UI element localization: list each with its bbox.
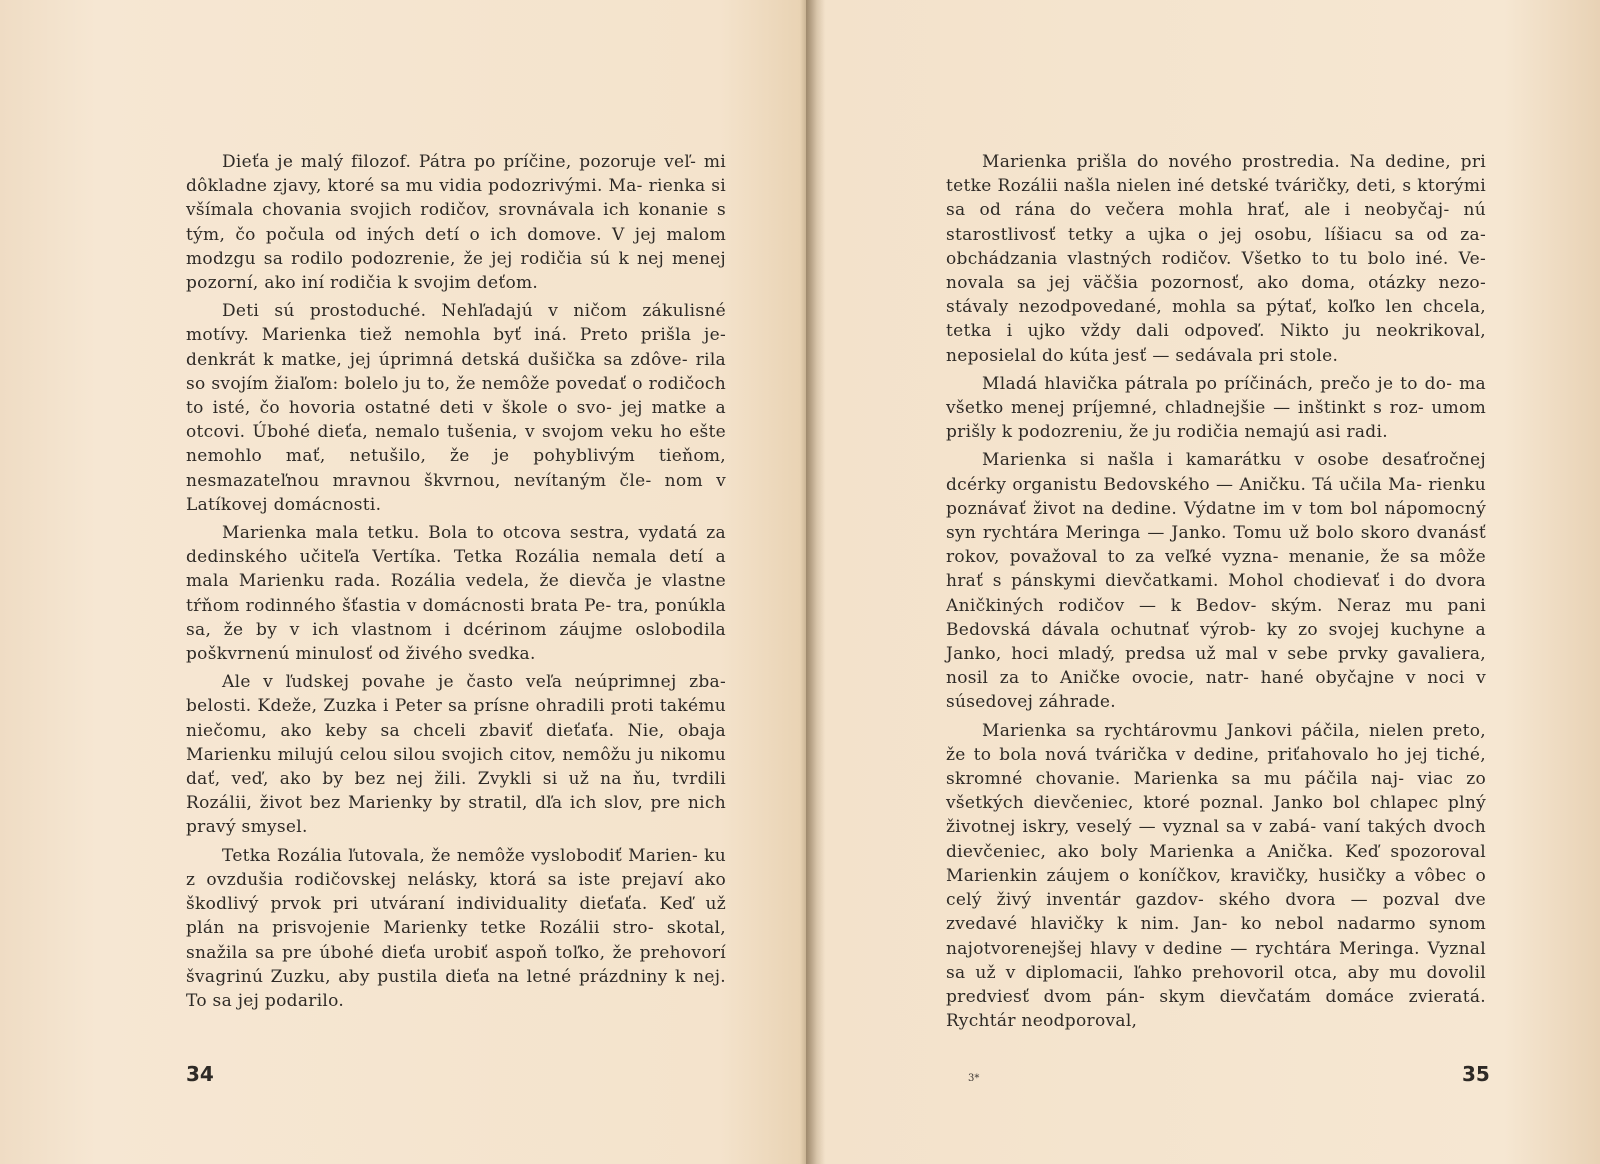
paragraph: Marienka mala tetku. Bola to otcova sestra, vydatá za dedinského učiteľa Vertíka. Tetka Rozália nemala detí a mala Marienku rada. Rozália vedela, že dievča je vlastne tŕňom rodinného šťastia v domácnosti brata Pe- tra, ponúkla sa, že by v ich vlastnom i dcérinom záujme oslobodila poškvrnenú minulosť od živého svedka. [186,523,726,665]
paragraph: Marienka prišla do nového prostredia. Na dedine, pri tetke Rozálii našla nielen iné detské tváričky, deti, s ktorými sa od rána do večera mohla hrať, ale i neobyčaj- nú starostlivosť tetky a ujka o jej osobu, líšiacu sa od za- obchádzania vlastných rodičov. Všetko to tu bolo iné. Ve- novala sa jej väčšia pozornosť, ako doma, otázky nezo- stávaly nezodpovedané, mohla sa pýtať, koľko len chcela, tetka i ujko vždy dali odpoveď. Nikto ju neokrikoval, neposielal do kúta jesť — sedávala pri stole. [946,152,1486,366]
left-page [186,150,726,1017]
paragraph: Mladá hlavička pátrala po príčinách, prečo je to do- ma všetko menej príjemné, chladnejšie — inštinkt s roz- umom prišly k podozreniu, že ju rodičia nemajú asi radi. [946,373,1486,443]
paragraph: Ale v ľudskej povahe je často veľa neúprimnej zba- belosti. Kdeže, Zuzka i Peter sa prísne ohradili proti takému niečomu, ako keby sa chceli zbaviť dieťaťa. Nie, obaja Marienku milujú celou silou svojich citov, nemôžu ju nikomu dať, veď, ako by bez nej žili. Zvykli si už na ňu, tvrdili Rozálii, život bez Marienky by stratil, dľa ich slov, pre nich pravý smysel. [186,672,726,838]
paragraph: Deti sú prostoduché. Nehľadajú v ničom zákulisné motívy. Marienka tiež nemohla byť iná. Preto prišla je- denkrát k matke, jej úprimná detská dušička sa zdôve- rila so svojím žiaľom: bolelo ju to, že nemôže povedať o rodičoch to isté, čo hovoria ostatné deti v škole o svo- jej matke a otcovi. Úbohé dieťa, nemalo tušenia, v svojom veku ho ešte nemohlo mať, netušilo, že je pohyblivým tieňom, nesmazateľnou mravnou škvrnou, nevítaným čle- nom v Latíkovej domácnosti. [186,301,726,515]
book-gutter [806,0,824,1164]
paragraph: Tetka Rozália ľutovala, že nemôže vyslobodiť Marien- ku z ovzdušia rodičovskej nelásky, ktorá sa iste prejaví ako škodlivý prvok pri utváraní individuality dieťaťa. Keď už plán na prisvojenie Marienky tetke Rozálii stro- skotal, snažila sa pre úbohé dieťa urobiť aspoň toľko, že prehovorí švagrinú Zuzku, aby pustila dieťa na letné prázdniny k nej. To sa jej podarilo. [186,845,726,1011]
paragraph: Marienka sa rychtárovmu Jankovi páčila, nielen preto, že to bola nová tvárička v dedine, priťahovalo ho jej tiché, skromné chovanie. Marienka sa mu páčila naj- viac zo všetkých dievčeniec, ktoré poznal. Janko bol chlapec plný životnej iskry, veselý — vyznal sa v zabá- vaní takých dvoch dievčeniec, ako boly Marienka a Anička. Keď spozoroval Marienkin záujem o koníčkov, kravičky, husičky a vôbec o celý živý inventár gazdov- ského dvora — pozval dve zvedavé hlavičky k nim. Jan- ko nebol nadarmo synom najotvorenejšej hlavy v dedine — rychtára Meringa. Vyznal sa už v diplomacii, ľahko prehovoril otca, aby mu dovolil predviesť dvom pán- skym dievčatám domáce zvieratá. Rychtár neodporoval, [946,720,1486,1032]
signature-mark: 3* [968,1073,980,1084]
page-number-right: 35 [1462,1062,1490,1086]
paragraph: Marienka si našla i kamarátku v osobe desaťročnej dcérky organistu Bedovského — Aničku. Tá učila Ma- rienku poznávať život na dedine. Výdatne im v tom bol nápomocný syn rychtára Meringa — Janko. Tomu už bolo skoro dvanásť rokov, považoval to za veľké vyzna- menanie, že sa môže hrať s pánskymi dievčatkami. Mohol chodievať i do dvora Aničkiných rodičov — k Bedov- ským. Neraz mu pani Bedovská dávala ochutnať výrob- ky zo svojej kuchyne a Janko, hoci mladý, predsa už mal v sebe prvky gavaliera, nosil za to Aničke ovocie, natr- hané obyčajne v noci v súsedovej záhrade. [946,450,1486,713]
right-page [946,150,1486,1037]
paragraph: Dieťa je malý filozof. Pátra po príčine, pozoruje veľ- mi dôkladne zjavy, ktoré sa mu vidia podozrivými. Ma- rienka si všímala chovania svojich rodičov, srovnávala ich konanie s tým, čo počula od iných detí o ich domove. V jej malom modzgu sa rodilo podozrenie, že jej rodičia sú k nej menej pozorní, ako iní rodičia k svojim deťom. [186,152,726,294]
page-number-left: 34 [186,1062,214,1086]
